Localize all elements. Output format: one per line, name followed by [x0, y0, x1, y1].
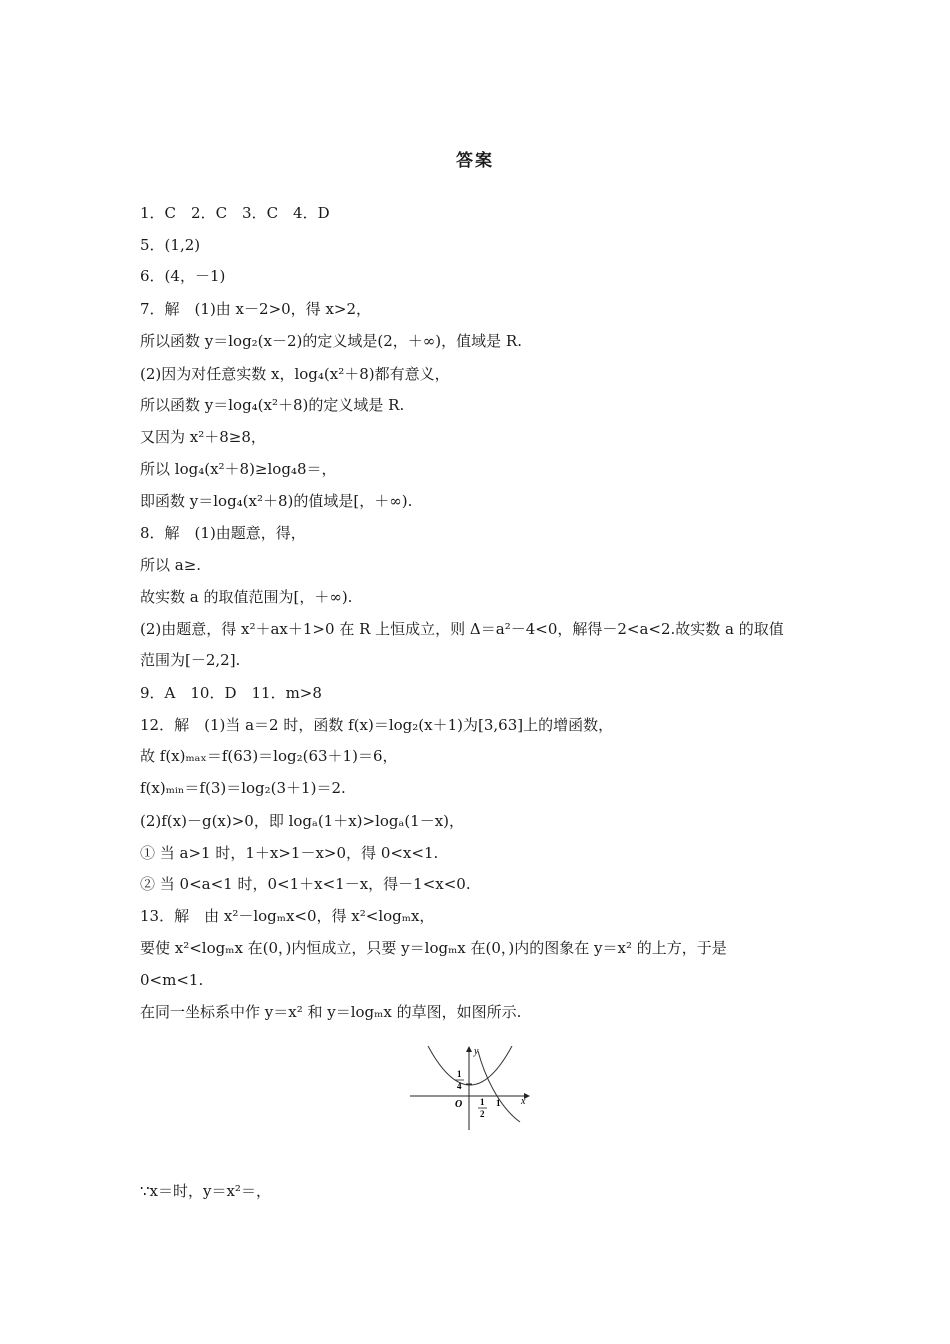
x-axis-label: x: [521, 1096, 526, 1107]
answer-line: 1．C 2．C 3．C 4．D: [140, 204, 330, 222]
answer-line: 所以函数 y＝log₂(x－2)的定义域是(2，＋∞)，值域是 R.: [140, 332, 522, 350]
answer-line: 故 f(x)ₘₐₓ＝f(63)＝log₂(63＋1)＝6，: [140, 747, 398, 765]
y-tick-denominator: 4: [457, 1081, 462, 1091]
x-tick-denominator: 2: [480, 1109, 485, 1119]
y-axis-label: y: [474, 1046, 479, 1057]
answer-line: 0<m<1.: [140, 971, 204, 989]
answer-line: 6．(4，－1): [140, 267, 226, 285]
function-sketch-graph: [408, 1044, 533, 1132]
answer-line: 9．A 10．D 11．m>8: [140, 684, 322, 702]
y-tick-numerator: 1: [457, 1069, 462, 1079]
answer-line: 7．解 (1)由 x－2>0，得 x>2，: [140, 300, 372, 318]
answer-line: 即函数 y＝log₄(x²＋8)的值域是[，＋∞).: [140, 492, 413, 510]
page-title: 答案: [456, 151, 494, 171]
answer-line: 13．解 由 x²－logₘx<0，得 x²<logₘx，: [140, 907, 435, 925]
answer-line: f(x)ₘᵢₙ＝f(3)＝log₂(3＋1)＝2.: [140, 779, 346, 797]
answer-line: 所以函数 y＝log₄(x²＋8)的定义域是 R.: [140, 396, 405, 414]
answer-line: 5．(1,2): [140, 236, 201, 254]
answer-line: (2)由题意，得 x²＋ax＋1>0 在 R 上恒成立，则 Δ＝a²－4<0，解得－2<a<2.故实数 a 的取值: [140, 620, 784, 638]
answer-line: (2)因为对任意实数 x，log₄(x²＋8)都有意义，: [140, 365, 450, 383]
answer-line: ∵x＝时，y＝x²＝，: [140, 1182, 271, 1200]
answer-line: 8．解 (1)由题意，得，: [140, 524, 306, 542]
answer-line: ② 当 0<a<1 时，0<1＋x<1－x，得－1<x<0.: [140, 875, 471, 893]
answer-line: (2)f(x)－g(x)>0，即 logₐ(1＋x)>logₐ(1－x)，: [140, 812, 465, 830]
x-tick-numerator: 1: [480, 1097, 485, 1107]
answer-line: 范围为[－2,2].: [140, 651, 241, 669]
answer-line: 12．解 (1)当 a＝2 时，函数 f(x)＝log₂(x＋1)为[3,63]上的增函数，: [140, 716, 614, 734]
answer-line: ① 当 a>1 时，1＋x>1－x>0，得 0<x<1.: [140, 844, 439, 862]
answer-line: 要使 x²<logₘx 在(0，)内恒成立，只要 y＝logₘx 在(0，)内的图象在 y＝x² 的上方，于是: [140, 939, 727, 957]
answer-line: 在同一坐标系中作 y＝x² 和 y＝logₘx 的草图，如图所示.: [140, 1003, 522, 1021]
answer-line: 所以 log₄(x²＋8)≥log₄8＝，: [140, 460, 337, 478]
origin-label: O: [455, 1099, 463, 1110]
y-axis-arrow: [466, 1046, 472, 1052]
answer-line: 所以 a≥.: [140, 556, 202, 574]
answer-line: 又因为 x²＋8≥8，: [140, 428, 266, 446]
x-tick-one: 1: [496, 1098, 501, 1108]
answer-line: 故实数 a 的取值范围为[，＋∞).: [140, 588, 353, 606]
